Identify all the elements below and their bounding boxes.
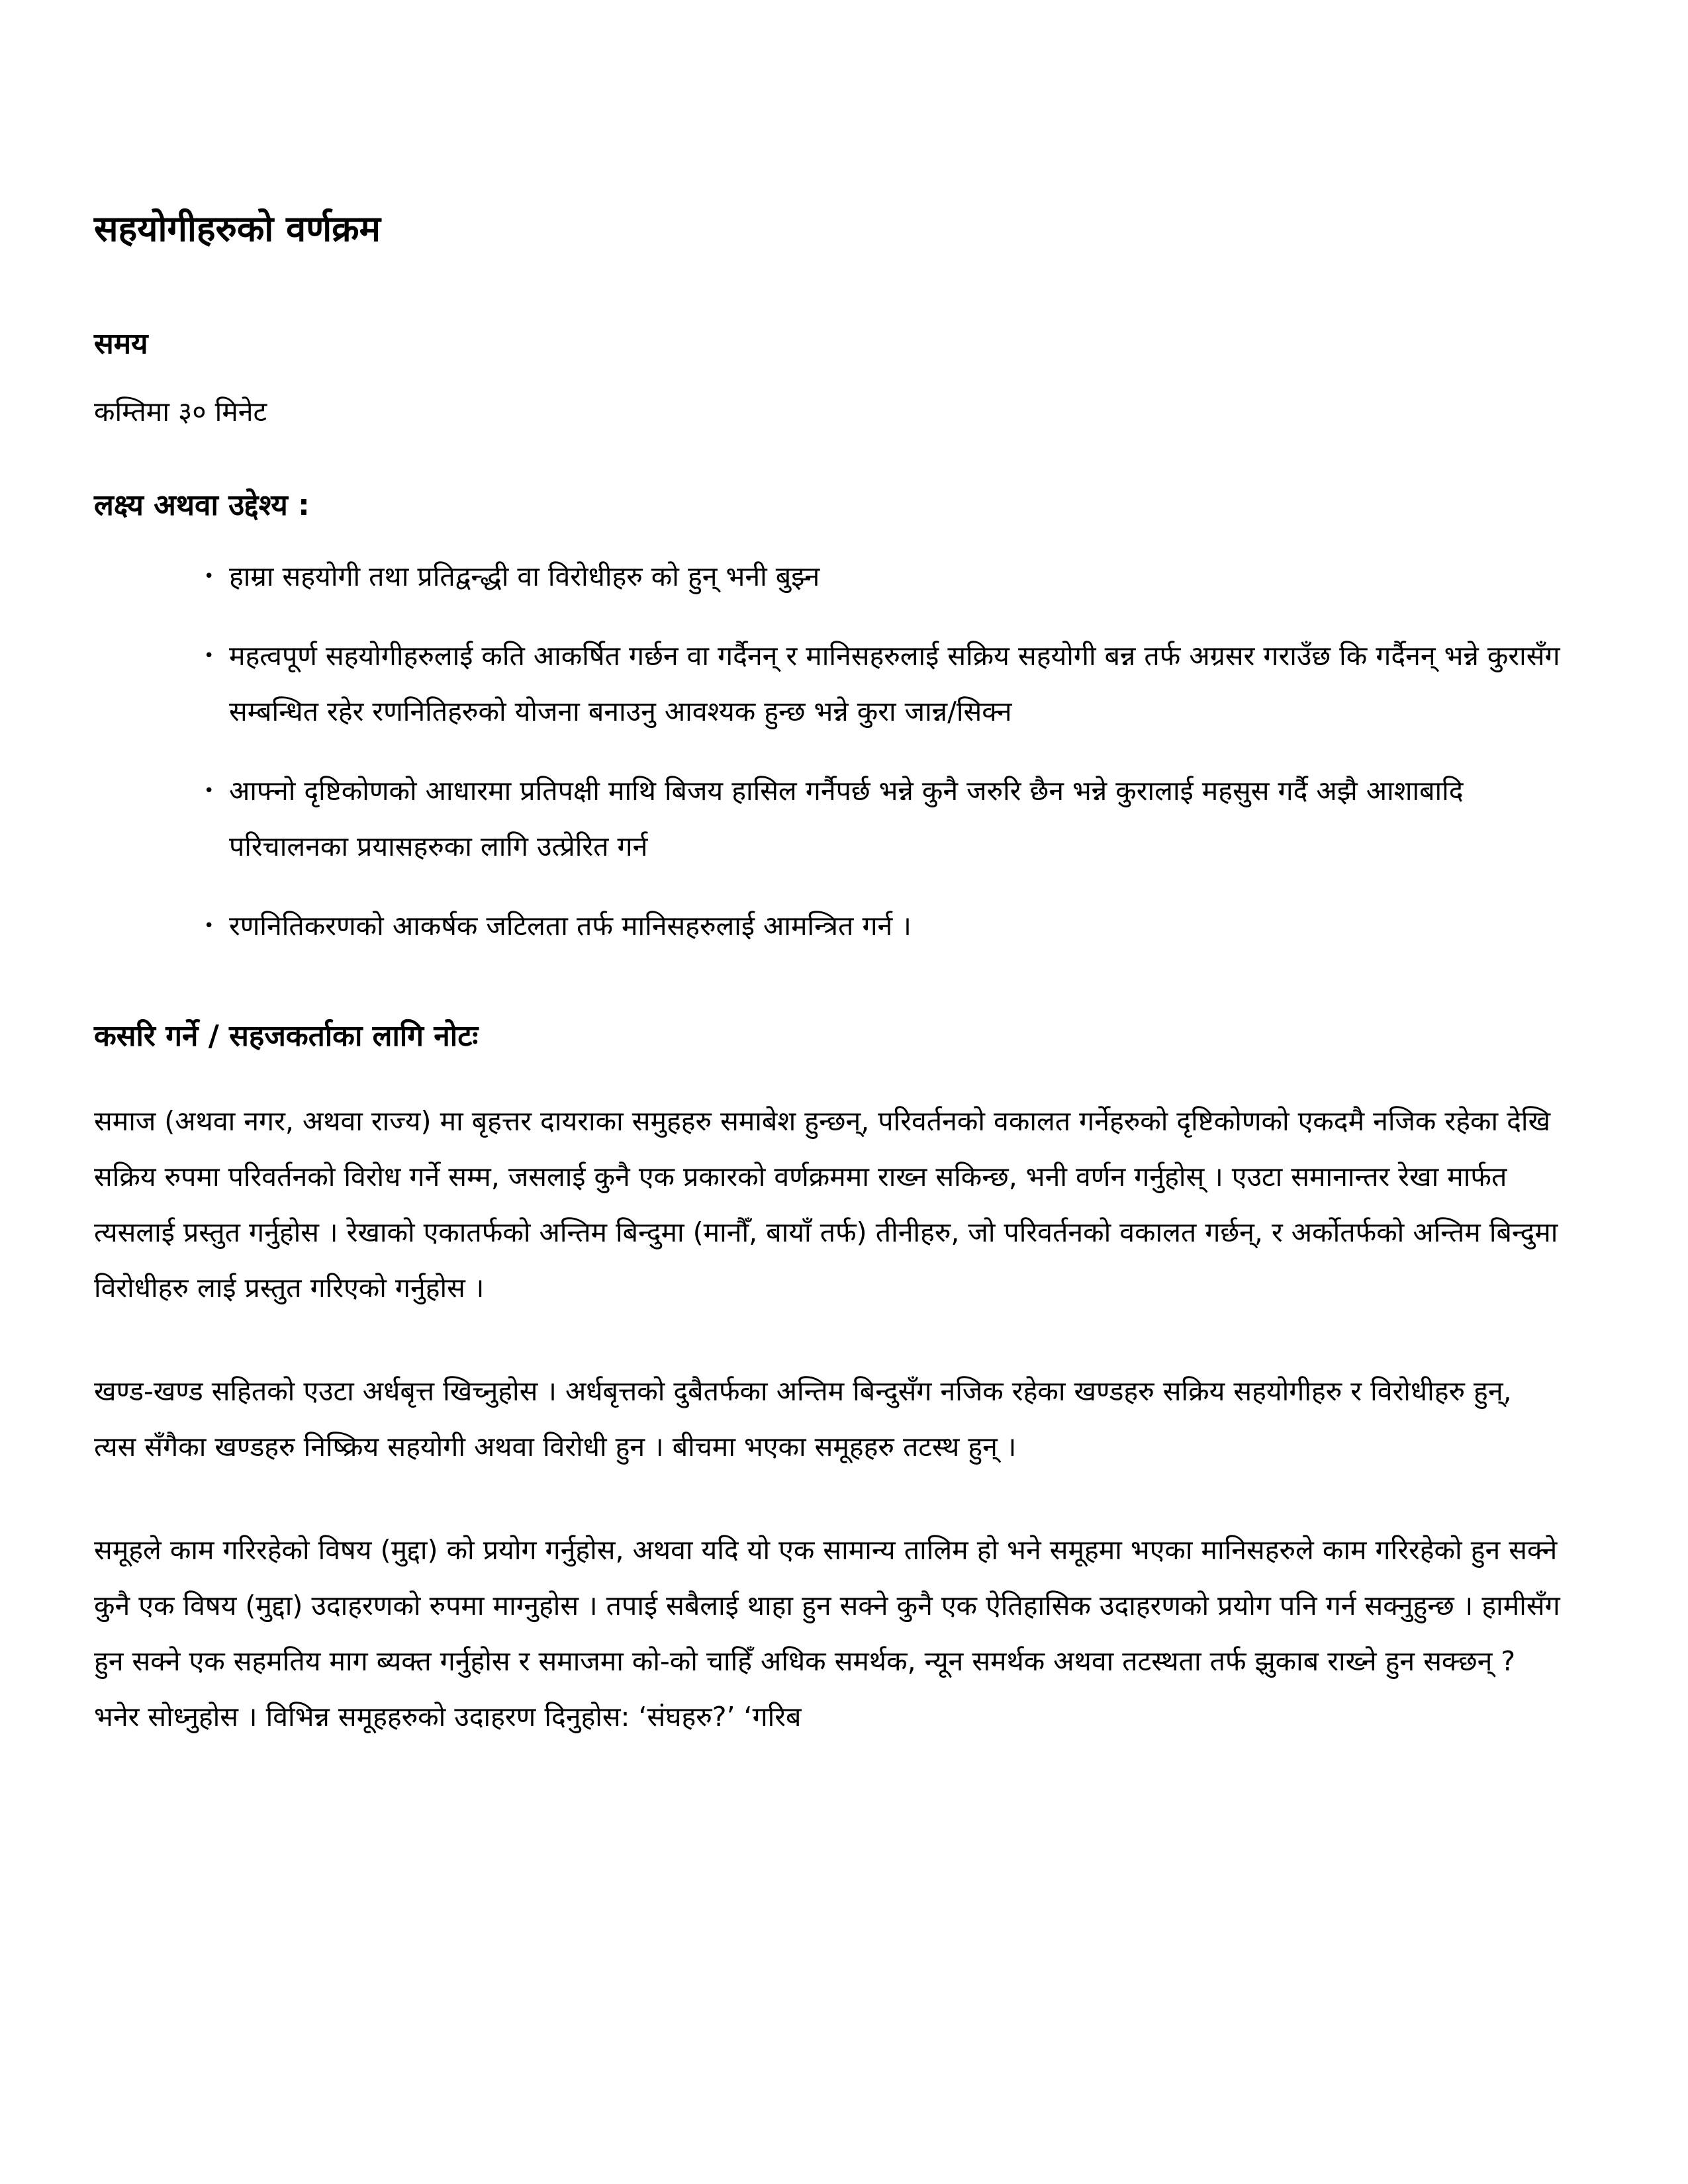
howto-paragraph: समाज (अथवा नगर, अथवा राज्य) मा बृहत्तर दायराका समुहहरु समाबेश हुन्छन्, परिवर्तनको वकालत गर्नेहरुको दृष्टिकोणको एकदमै नजिक रहेका देखि सक्रिय रुपमा परिवर्तनको विरोध गर्ने सम्म, जसलाई कुनै एक प्रकारको वर्णक्रममा राख्न सकिन्छ, भनी वर्णन गर्नुहोस् । एउटा समानान्तर रेखा मार्फत त्यसलाई प्रस्तुत गर्नुहोस । रेखाको एकातर्फको अन्तिम बिन्दुमा (मानौँ, बायाँ तर्फ) तीनीहरु, जो परिवर्तनको वकालत गर्छन्, र अर्कोतर्फको अन्तिम बिन्दुमा विरोधीहरु लाई प्रस्तुत गरिएको गर्नुहोस । [94,1105,1558,1304]
list-item [94,898,1562,954]
list-item [94,628,1562,739]
objective-text: आफ्नो दृष्टिकोणको आधारमा प्रतिपक्षी माथि बिजय हासिल गर्नैपर्छ भन्ने कुनै जरुरि छैन भन्ने कुरालाई महसुस गर्दै अझै आशाबादि परिचालनका प्रयासहरुका लागि उत्प्रेरित गर्न [229,775,1464,863]
bullet-dot-icon: • [204,646,214,666]
objective-text: हाम्रा सहयोगी तथा प्रतिद्वन्द्धी वा विरोधीहरु को हुन् भनी बुझ्न [229,561,820,593]
bullet-dot-icon: • [204,916,214,936]
howto-paragraph: समूहले काम गरिरहेको विषय (मुद्दा) को प्रयोग गर्नुहोस, अथवा यदि यो एक सामान्य तालिम हो भने समूहमा भएका मानिसहरुले काम गरिरहेको हुन सक्ने कुनै एक विषय (मुद्दा) उदाहरणको रुपमा माग्नुहोस । तपाई सबैलाई थाहा हुन सक्ने कुनै एक ऐतिहासिक उदाहरणको प्रयोग पनि गर्न सक्नुहुन्छ । हामीसँग हुन सक्ने एक सहमतिय माग ब्यक्त गर्नुहोस र समाजमा को-को चाहिँ अधिक समर्थक, न्यून समर्थक अथवा तटस्थता तर्फ झुकाब राख्ने हुन सक्छन् ? भनेर सोध्नुहोस । विभिन्न समूहहरुको उदाहरण दिनुहोस: ‘संघहरु?’ ‘गरिब [94,1534,1560,1733]
objectives-list [94,549,1562,954]
objectives-section-heading: लक्ष्य अथवा उद्देश्य : [94,488,310,522]
page-title: सहयोगीहरुको वर्णक्रम [94,208,381,250]
howto-section-heading: कसरि गर्ने / सहजकर्ताका लागि नोटः [94,1019,479,1054]
list-item [94,549,1562,604]
list-item [94,763,1562,874]
bullet-dot-icon: • [204,781,214,801]
time-section-heading: समय [94,327,148,361]
objective-text: महत्वपूर्ण सहयोगीहरुलाई कति आकर्षित गर्छन वा गर्दैनन् र मानिसहरुलाई सक्रिय सहयोगी बन्न तर्फ अग्रसर गराउँछ कि गर्दैनन् भन्ने कुरासँग सम्बन्धित रहेर रणनितिहरुको योजना बनाउनु आवश्यक हुन्छ भन्ने कुरा जान्न/सिक्न [229,640,1560,728]
time-value: कम्तिमा ३० मिनेट [94,395,267,428]
objective-text: रणनितिकरणको आकर्षक जटिलता तर्फ मानिसहरुलाई आमन्त्रित गर्न । [229,910,912,942]
howto-paragraph: खण्ड-खण्ड सहितको एउटा अर्धबृत्त खिच्नुहोस । अर्धबृत्तको दुबैतर्फका अन्तिम बिन्दुसँग नजिक रहेका खण्डहरु सक्रिय सहयोगीहरु र विरोधीहरु हुन्, त्यस सँगैका खण्डहरु निष्क्रिय सहयोगी अथवा विरोधी हुन । बीचमा भएका समूहहरु तटस्थ हुन् । [94,1375,1512,1463]
bullet-dot-icon: • [204,567,214,587]
